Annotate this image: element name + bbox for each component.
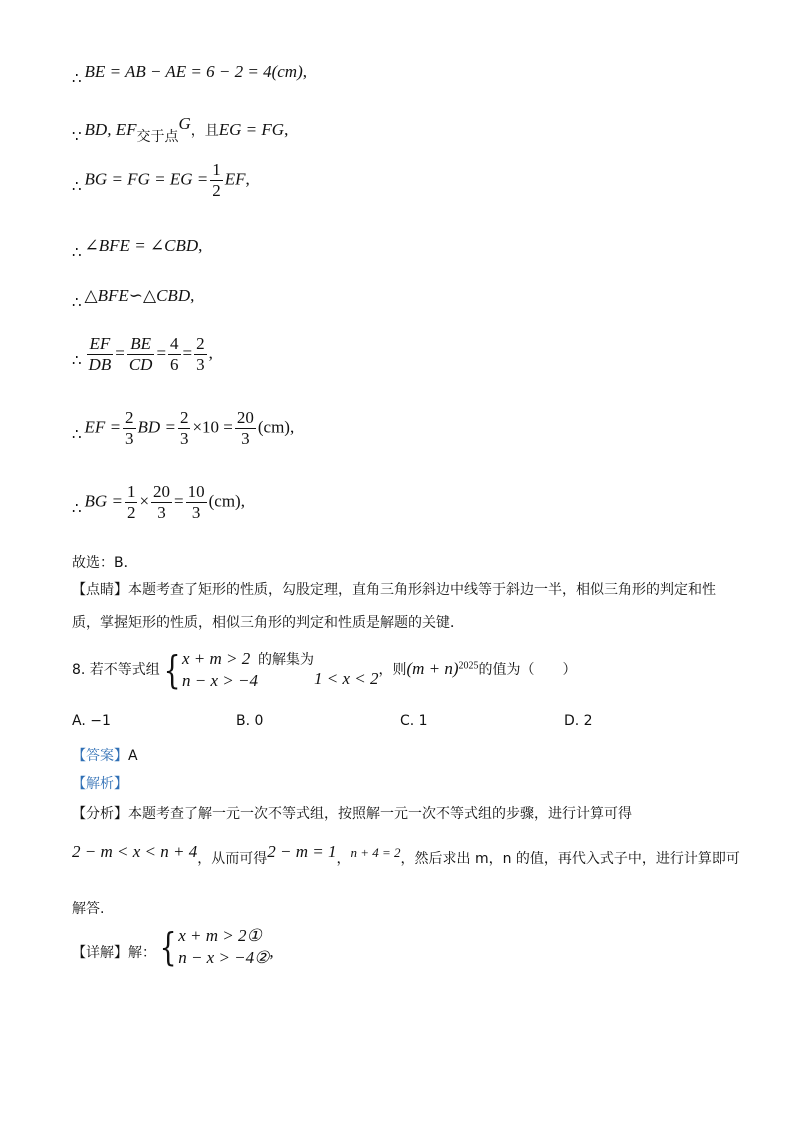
- step-be: ∴ BE = AB − AE = 6 − 2 = 4(cm),: [72, 62, 307, 87]
- option-d[interactable]: D. 2: [564, 713, 593, 729]
- choice-line: 故选：B．: [72, 555, 138, 571]
- question-8: 8. 若不等式组{ x + m > 2 n − x > −4 的解集为1 < x < 2，则$(m + n)^{2025}$的值为（ ）: [72, 648, 577, 692]
- inequality-system: x + m > 2① n − x > −4②: [178, 926, 270, 967]
- fraction: $\frac{1}{2}$: [126, 482, 136, 522]
- step-bg-value: ∴ BG = $\frac{1}{2}$ × $\frac{20}{3}$ = $\frac{10}{3}$ (cm),: [72, 482, 245, 522]
- xiangjie-line: 【详解】解：{ x + m > 2① n − x > −4② ,: [72, 925, 274, 969]
- because-symbol: ∵: [72, 127, 82, 145]
- brace: {: [163, 648, 181, 692]
- brace: {: [159, 925, 177, 969]
- inequality-system: x + m > 2 n − x > −4: [182, 649, 258, 690]
- fraction: $\frac{2}{3}$: [196, 334, 205, 374]
- fraction: $\frac{4}{6}$: [170, 334, 179, 374]
- fraction: $\frac{10}{3}$: [187, 482, 205, 522]
- step-angle: ∴ ∠BFE = ∠CBD,: [72, 236, 203, 261]
- fraction: $\frac{BE}{CD}$: [128, 334, 153, 374]
- fraction: $\frac{2}{3}$: [179, 408, 189, 448]
- fenxi-formulas: 2 − m < x < n + 4，从而可得2 − m = 1，n + 4 = 2，然后求出 m，n 的值，再代入式子中，进行计算即可: [72, 842, 740, 867]
- dianjing-text: 本题考查了矩形的性质，勾股定理，直角三角形斜边中线等于斜边一半，相似三角形的判定和性质，掌握矩形的性质，相似三角形的判定和性质是解题的关键．: [72, 582, 716, 631]
- step-bg-half-ef: ∴ BG = FG = EG = $\frac{1}{2}$ EF,: [72, 160, 250, 200]
- step-similar: ∴ △BFE∽△CBD,: [72, 286, 195, 311]
- option-b[interactable]: B. 0: [236, 713, 264, 729]
- therefore-symbol: ∴: [72, 69, 82, 87]
- fraction: $\frac{20}{3}$: [236, 408, 254, 448]
- fenxi-end: 解答.: [72, 901, 105, 917]
- dianjing-paragraph: [72, 574, 728, 640]
- xiangjie-tag: 【详解】: [72, 945, 128, 961]
- fenxi-line: 【分析】本题考查了解一元一次不等式组，按照解一元一次不等式组的步骤，进行计算可得: [72, 806, 632, 822]
- fenxi-tag: 【分析】: [72, 806, 128, 822]
- fraction: $\frac{EF}{DB}$: [88, 334, 112, 374]
- step-ratio: ∴ $\frac{EF}{DB}$ = $\frac{BE}{CD}$ = $\frac{4}{6}$ = $\frac{2}{3}$ ,: [72, 334, 213, 374]
- fraction: $\frac{2}{3}$: [125, 408, 134, 448]
- fraction: $\frac{20}{3}$: [153, 482, 171, 522]
- option-c[interactable]: C. 1: [400, 713, 428, 729]
- answer-line: [72, 745, 138, 765]
- dianjing-tag: 【点睛】: [72, 582, 128, 598]
- equation: BE = AB − AE = 6 − 2 = 4(cm): [84, 62, 303, 81]
- answer-tag: 【答案】: [72, 748, 128, 764]
- answer-value: A: [128, 748, 138, 764]
- analysis-tag: 【解析】: [72, 776, 128, 792]
- option-a[interactable]: A. −1: [72, 713, 111, 729]
- fraction: $\frac{1}{2}$: [212, 160, 221, 200]
- step-intersect: ∵ BD, EF交于点G，且EG = FG,: [72, 114, 289, 145]
- step-ef-value: ∴ EF = $\frac{2}{3}$ BD = $\frac{2}{3}$ ×10 = $\frac{20}{3}$ (cm),: [72, 408, 295, 448]
